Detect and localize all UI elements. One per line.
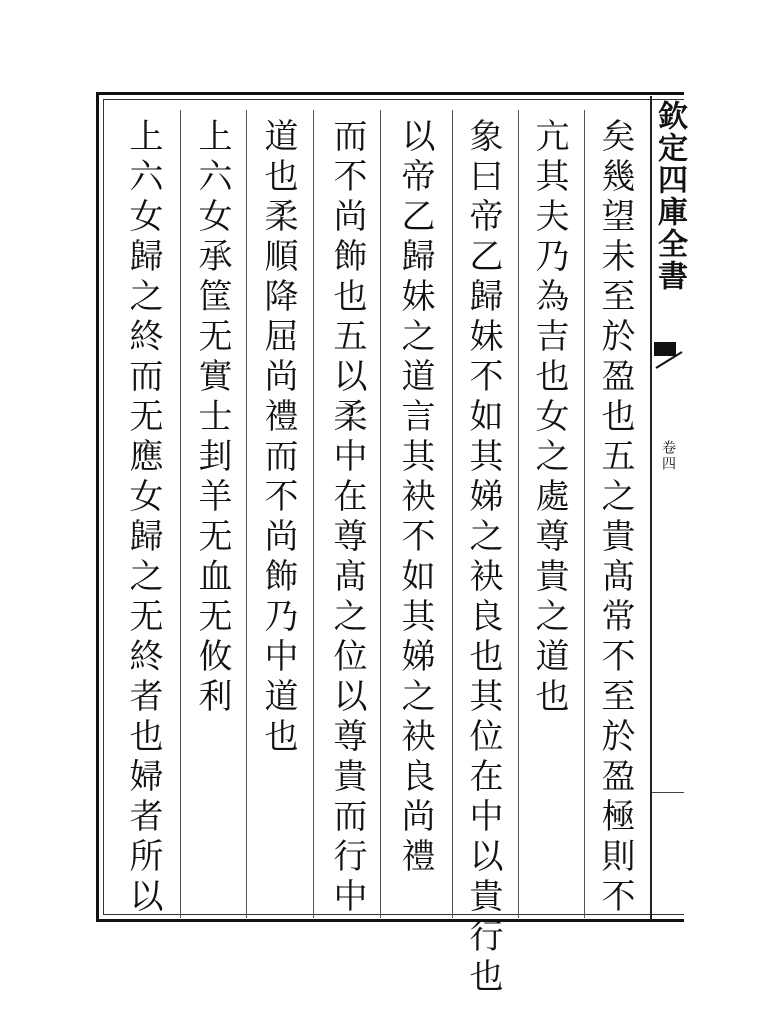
text-column-7: 上六女承筐无實士刲羊无血无攸利 [192,118,232,718]
text-column-1: 矣幾望未至於盈也五之貴髙常不至於盈極則不 [595,118,635,918]
column-rule [584,110,585,918]
margin-title: 欽定四庫全書 [652,100,687,292]
column-rule [380,110,381,918]
column-rule [180,110,181,918]
text-column-5: 而不尚飾也五以柔中在尊髙之位以尊貴而行中 [327,118,367,918]
text-column-8: 上六女歸之終而无應女歸之无終者也婦者所以 [123,118,163,918]
fishtail-mark-icon [652,338,684,372]
text-column-4: 以帝乙歸妹之道言其袂不如其娣之袂良尚禮 [395,118,435,878]
column-rule [518,110,519,918]
column-rule [313,110,314,918]
text-column-3: 象曰帝乙歸妹不如其娣之袂良也其位在中以貴行也 [463,118,503,998]
margin-tick [652,792,684,793]
column-rule [246,110,247,918]
volume-label: 卷四 [660,440,676,472]
column-rule [452,110,453,918]
text-column-6: 道也柔順降屈尚禮而不尚飾乃中道也 [258,118,298,758]
text-column-2: 亢其夫乃為吉也女之處尊貴之道也 [529,118,569,718]
